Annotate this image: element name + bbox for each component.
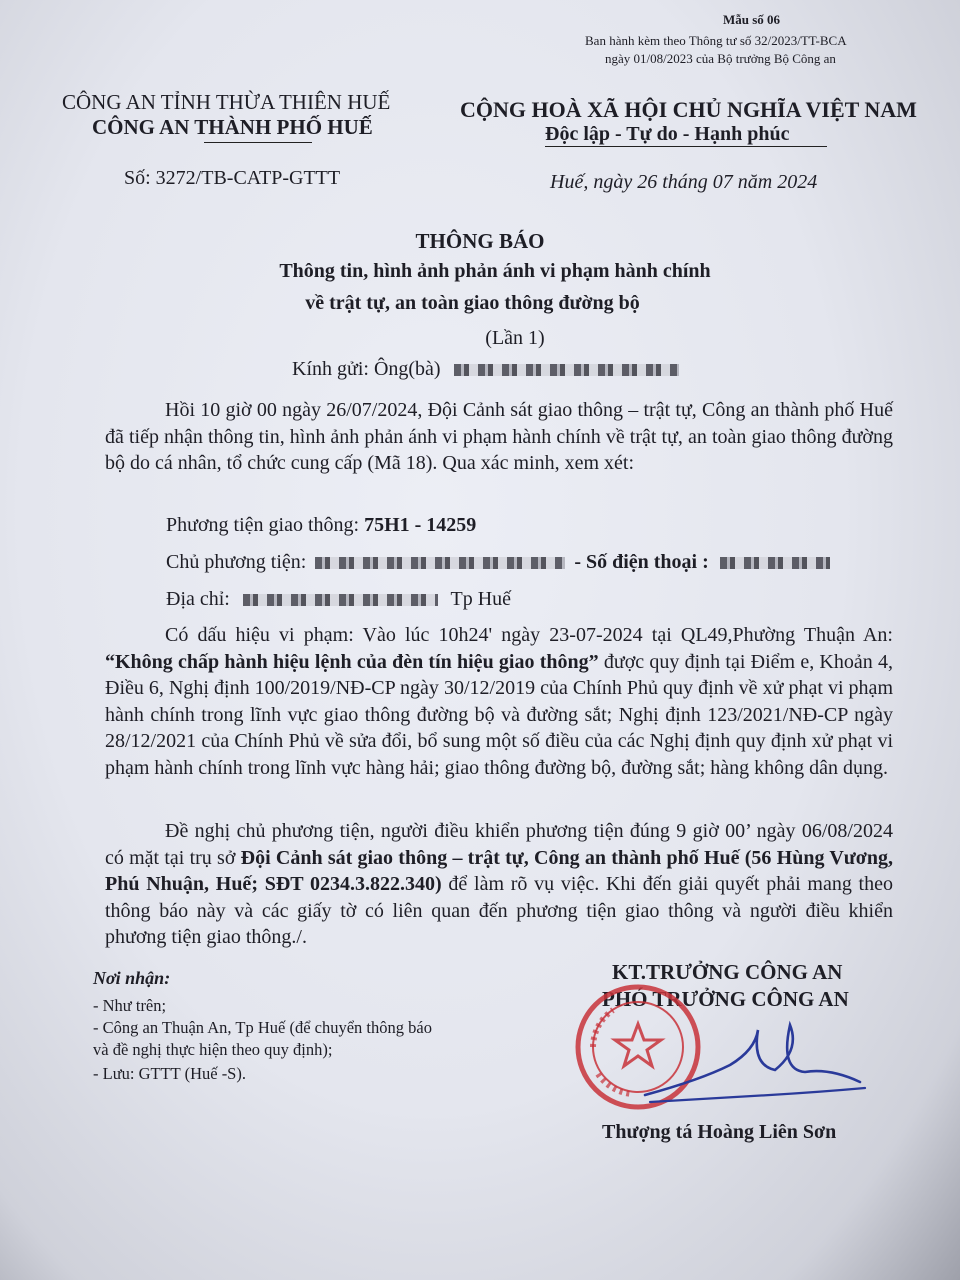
form-issuance-date: ngày 01/08/2023 của Bộ trưởng Bộ Công an xyxy=(605,51,836,66)
issuer-agency: CÔNG AN THÀNH PHỐ HUẾ xyxy=(92,115,373,139)
recipients-heading: Nơi nhận: xyxy=(93,968,171,988)
handwritten-signature-icon xyxy=(640,1010,870,1120)
recipient-item: - Công an Thuận An, Tp Huế (để chuyển thông báo xyxy=(93,1018,432,1037)
issuer-underline xyxy=(204,142,312,143)
notice-subtitle-2: về trật tự, an toàn giao thông đường bộ xyxy=(305,292,640,314)
request-office: Đội Cảnh sát giao thông – trật tự, Công an thành phố Huế (56 Hùng Vương, Phú Nhuận, Huế; SĐT 0234.3.822.340) xyxy=(105,846,893,895)
motto-underline xyxy=(545,146,827,147)
recipient-item: - Như trên; xyxy=(93,996,167,1015)
redacted-phone xyxy=(720,557,830,569)
address-city: Tp Huế xyxy=(450,588,512,610)
violation-description: “Không chấp hành hiệu lệnh của đèn tín hiệu giao thông” xyxy=(105,650,599,673)
address-label: Địa chỉ: xyxy=(166,588,230,610)
place-and-date: Huế, ngày 26 tháng 07 năm 2024 xyxy=(550,171,818,193)
notice-subtitle-1: Thông tin, hình ảnh phản ánh vi phạm hành chính xyxy=(279,260,711,282)
redacted-name xyxy=(454,364,679,376)
document-number: Số: 3272/TB-CATP-GTTT xyxy=(124,167,341,189)
violation-intro: Có dấu hiệu vi phạm: Vào lúc 10h24' ngày 23-07-2024 tại QL49,Phường Thuận An: xyxy=(165,624,893,646)
phone-label: - Số điện thoại : xyxy=(574,551,709,573)
nation-name: CỘNG HOÀ XÃ HỘI CHỦ NGHĨA VIỆT NAM xyxy=(460,97,917,122)
signer-name: Thượng tá Hoàng Liên Sơn xyxy=(602,1121,837,1143)
redacted-owner xyxy=(315,557,565,569)
recipient-item: và đề nghị thực hiện theo quy định); xyxy=(93,1040,333,1059)
violation-legal-basis: được quy định tại Điểm e, Khoản 4, Điều 6, Nghị định 100/2019/NĐ-CP ngày 30/12/2019 của Chính Phủ quy định về xử phạt vi phạm hành chính trong lĩnh vực giao thông đường bộ và đường sắt; Nghị định 123/2021/NĐ-CP ngày 28/12/2021 của Chính Phủ về sửa đổi, bổ sung một số điều của các Nghị định quy định xử phạt vi phạm hành chính trong lĩnh vực hàng hải; giao thông đường bộ, đường sắt; hàng không dân dụng. xyxy=(105,650,893,779)
vehicle-plate: 75H1 - 14259 xyxy=(364,514,477,536)
recipient-item: - Lưu: GTTT (Huế -S). xyxy=(93,1064,246,1083)
issuer-parent-agency: CÔNG AN TỈNH THỪA THIÊN HUẾ xyxy=(62,90,391,114)
greeting xyxy=(292,358,679,381)
address-line xyxy=(166,588,511,611)
redacted-address xyxy=(243,594,438,606)
request-paragraph xyxy=(105,818,893,951)
vehicle-line xyxy=(166,514,476,537)
intro-paragraph: Hồi 10 giờ 00 ngày 26/07/2024, Đội Cảnh sát giao thông – trật tự, Công an thành phố Huế đã tiếp nhận thông tin, hình ảnh phản ánh vi phạm hành chính về trật tự, an toàn giao thông đường bộ do cá nhân, tổ chức cung cấp (Mã 18). Qua xác minh, xem xét: xyxy=(105,399,893,474)
request-intro: Đề nghị chủ phương tiện, người điều khiển phương tiện đúng 9 giờ 00’ ngày 06/08/2024 có mặt tại trụ sở xyxy=(105,820,893,869)
owner-line xyxy=(166,551,830,574)
form-number: Mẫu số 06 xyxy=(722,12,780,27)
form-issuance-line: Ban hành kèm theo Thông tư số 32/2023/TT-BCA xyxy=(585,33,847,48)
owner-label: Chủ phương tiện: xyxy=(166,551,307,573)
request-instructions: để làm rõ vụ việc. Khi đến giải quyết phải mang theo thông báo này và các giấy tờ có liên quan đến phương tiện giao thông và người điều khiển phương tiện giao thông./. xyxy=(105,873,893,948)
notice-round: (Lần 1) xyxy=(485,327,545,349)
violation-paragraph xyxy=(105,622,893,781)
greeting-label: Kính gửi: Ông(bà) xyxy=(292,358,441,380)
vehicle-label: Phương tiện giao thông: xyxy=(166,514,360,536)
nation-motto: Độc lập - Tự do - Hạnh phúc xyxy=(545,123,790,145)
notice-title: THÔNG BÁO xyxy=(415,229,545,253)
signature-authority: KT.TRƯỞNG CÔNG AN xyxy=(612,960,843,984)
signature-title: PHÓ TRƯỞNG CÔNG AN xyxy=(602,987,849,1011)
